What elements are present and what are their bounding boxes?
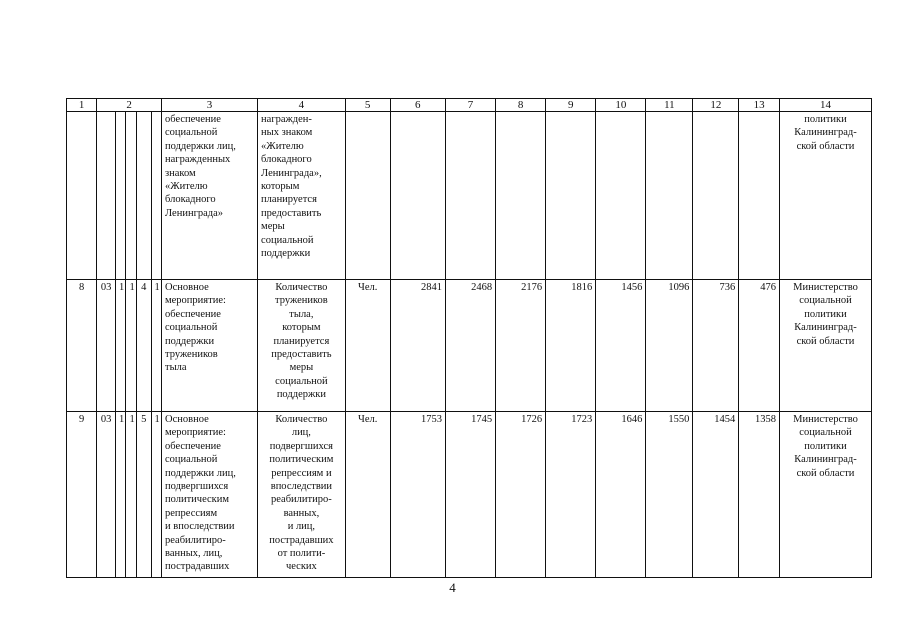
cell-text-line: меры <box>261 221 285 233</box>
cell-text-line: Калининград- <box>794 127 857 139</box>
cell-text-line: социальной <box>165 127 218 139</box>
value-cell: 1745 <box>445 412 495 578</box>
cell-text-line: и лиц, <box>287 521 316 533</box>
value-cell <box>693 112 739 280</box>
indicator-name-cell <box>258 280 346 412</box>
cell-text-line: награжден- <box>261 114 312 125</box>
cell-text-line: реабилитиро- <box>165 534 226 546</box>
value-cell: 1358 <box>739 412 780 578</box>
code-cell: 1 <box>116 412 126 578</box>
cell-text-line: пострадавших <box>165 561 230 573</box>
data-table <box>66 98 872 578</box>
value-cell: 2176 <box>496 280 546 412</box>
cell-text-line: ской области <box>796 335 855 347</box>
page-number: 4 <box>449 580 456 595</box>
value-cell: 2841 <box>390 280 445 412</box>
header-cell: 14 <box>780 99 872 112</box>
cell-text-line: Министерство <box>793 282 858 293</box>
cell-text-line: от полити- <box>277 548 326 560</box>
value-cell <box>646 112 693 280</box>
cell-text-line: Министерство <box>793 414 858 425</box>
header-row <box>67 99 872 112</box>
cell-text-line: социальной <box>165 454 218 466</box>
cell-text-line: Количество <box>275 414 328 425</box>
header-cell: 9 <box>546 99 596 112</box>
header-cell: 12 <box>693 99 739 112</box>
cell-text-line: подвергшихся <box>269 440 333 452</box>
cell-text-line: «Жителю <box>165 181 208 193</box>
value-cell: 1753 <box>390 412 445 578</box>
value-cell: 1550 <box>646 412 693 578</box>
code-cell: 1 <box>151 280 161 412</box>
cell-text-line: ской области <box>796 140 855 152</box>
cell-text-line: политики <box>804 308 847 320</box>
code-cell: 1 <box>126 280 136 412</box>
value-cell: 1646 <box>596 412 646 578</box>
cell-text-line: репрессиям и <box>271 467 332 479</box>
header-cell: 4 <box>258 99 346 112</box>
value-cell: 1726 <box>496 412 546 578</box>
value-cell: 1454 <box>693 412 739 578</box>
code-cell: 1 <box>116 280 126 412</box>
cell-text-line: репрессиям <box>165 507 218 519</box>
cell-text-line: поддержки <box>261 248 311 260</box>
value-cell <box>496 112 546 280</box>
activity-name-cell <box>162 412 258 578</box>
code-cell: 1 <box>151 412 161 578</box>
row-number: 9 <box>67 412 97 578</box>
value-cell: 736 <box>693 280 739 412</box>
responsible-cell <box>780 112 872 280</box>
cell-text-line: поддержки <box>276 389 326 401</box>
activity-name-cell <box>162 280 258 412</box>
cell-text-line: обеспечение <box>165 440 221 452</box>
cell-text-line: ванных, <box>283 507 320 519</box>
cell-text-line: социальной <box>165 322 218 334</box>
code-cell: 4 <box>136 280 151 412</box>
cell-text-line: политики <box>804 440 847 452</box>
cell-text-line: Основное <box>165 282 209 293</box>
cell-text-line: тружеников <box>165 349 218 361</box>
cell-text-line: знаком <box>165 167 196 179</box>
indicator-name-cell <box>258 412 346 578</box>
code-cell: 1 <box>126 412 136 578</box>
value-cell <box>596 112 646 280</box>
cell-text-line: и впоследствии <box>165 521 235 533</box>
cell-text-line: социальной <box>275 375 328 387</box>
cell-text-line: поддержки лиц, <box>165 140 236 152</box>
cell-text-line: реабилитиро- <box>271 494 332 506</box>
cell-text-line: блокадного <box>261 154 312 166</box>
header-cell: 2 <box>97 99 162 112</box>
header-cell: 8 <box>496 99 546 112</box>
value-cell <box>390 112 445 280</box>
code-cell: 03 <box>97 412 116 578</box>
cell-text-line: лиц, <box>291 427 311 439</box>
cell-text-line: награжденных <box>165 154 231 166</box>
row-number <box>67 112 97 280</box>
cell-text-line: Калининград- <box>794 322 857 334</box>
code-cell <box>97 112 116 280</box>
cell-text-line: ванных, лиц, <box>165 548 223 560</box>
header-cell: 7 <box>445 99 495 112</box>
cell-text-line: политики <box>804 114 847 125</box>
value-cell <box>739 112 780 280</box>
cell-text-line: которым <box>282 322 321 334</box>
value-cell: 1816 <box>546 280 596 412</box>
cell-text-line: меры <box>289 362 314 374</box>
cell-text-line: планируется <box>261 194 317 206</box>
code-cell <box>136 112 151 280</box>
code-cell <box>151 112 161 280</box>
cell-text-line: мероприятие: <box>165 427 226 439</box>
cell-text-line: обеспечение <box>165 114 221 125</box>
cell-text-line: тыла, <box>289 308 314 320</box>
cell-text-line: политическим <box>269 454 334 466</box>
cell-text-line: «Жителю <box>261 140 304 152</box>
cell-text-line: которым <box>261 181 300 193</box>
cell-text-line: планируется <box>273 335 330 347</box>
header-cell: 5 <box>345 99 390 112</box>
value-cell: 2468 <box>445 280 495 412</box>
header-cell: 11 <box>646 99 693 112</box>
code-cell <box>116 112 126 280</box>
cell-text-line: Количество <box>275 282 328 293</box>
cell-text-line: поддержки <box>165 335 215 347</box>
cell-text-line: социальной <box>799 427 852 439</box>
cell-text-line: пострадавших <box>269 534 334 546</box>
unit-cell: Чел. <box>345 280 390 412</box>
cell-text-line: поддержки лиц, <box>165 467 236 479</box>
indicator-name-cell <box>258 112 346 280</box>
cell-text-line: Калининград- <box>794 454 857 466</box>
cell-text-line: ческих <box>285 561 317 573</box>
cell-text-line: предоставить <box>261 207 322 219</box>
cell-text-line: блокадного <box>165 194 216 206</box>
table-row <box>67 280 872 412</box>
code-cell <box>126 112 136 280</box>
header-cell: 10 <box>596 99 646 112</box>
code-cell: 03 <box>97 280 116 412</box>
cell-text-line: тружеников <box>275 295 328 307</box>
responsible-cell <box>780 280 872 412</box>
table-row <box>67 412 872 578</box>
value-cell <box>445 112 495 280</box>
header-cell: 13 <box>739 99 780 112</box>
value-cell: 1456 <box>596 280 646 412</box>
responsible-cell <box>780 412 872 578</box>
value-cell <box>546 112 596 280</box>
code-cell: 5 <box>136 412 151 578</box>
cell-text-line: ской области <box>796 467 855 479</box>
unit-cell <box>345 112 390 280</box>
cell-text-line: политическим <box>165 494 230 506</box>
cell-text-line: Ленинграда», <box>261 167 322 179</box>
header-cell: 3 <box>162 99 258 112</box>
cell-text-line: ных знаком <box>261 127 313 139</box>
cell-text-line: социальной <box>261 234 314 246</box>
header-cell: 1 <box>67 99 97 112</box>
value-cell: 1096 <box>646 280 693 412</box>
cell-text-line: обеспечение <box>165 308 221 320</box>
cell-text-line: мероприятие: <box>165 295 226 307</box>
value-cell: 476 <box>739 280 780 412</box>
cell-text-line: Ленинграда» <box>165 207 224 219</box>
header-cell: 6 <box>390 99 445 112</box>
activity-name-cell <box>162 112 258 280</box>
table-row <box>67 112 872 280</box>
cell-text-line: Основное <box>165 414 209 425</box>
cell-text-line: впоследствии <box>270 481 333 493</box>
cell-text-line: предоставить <box>271 349 332 361</box>
cell-text-line: тыла <box>165 362 187 374</box>
unit-cell: Чел. <box>345 412 390 578</box>
row-number: 8 <box>67 280 97 412</box>
cell-text-line: социальной <box>799 295 852 307</box>
cell-text-line: подвергшихся <box>165 481 229 493</box>
value-cell: 1723 <box>546 412 596 578</box>
